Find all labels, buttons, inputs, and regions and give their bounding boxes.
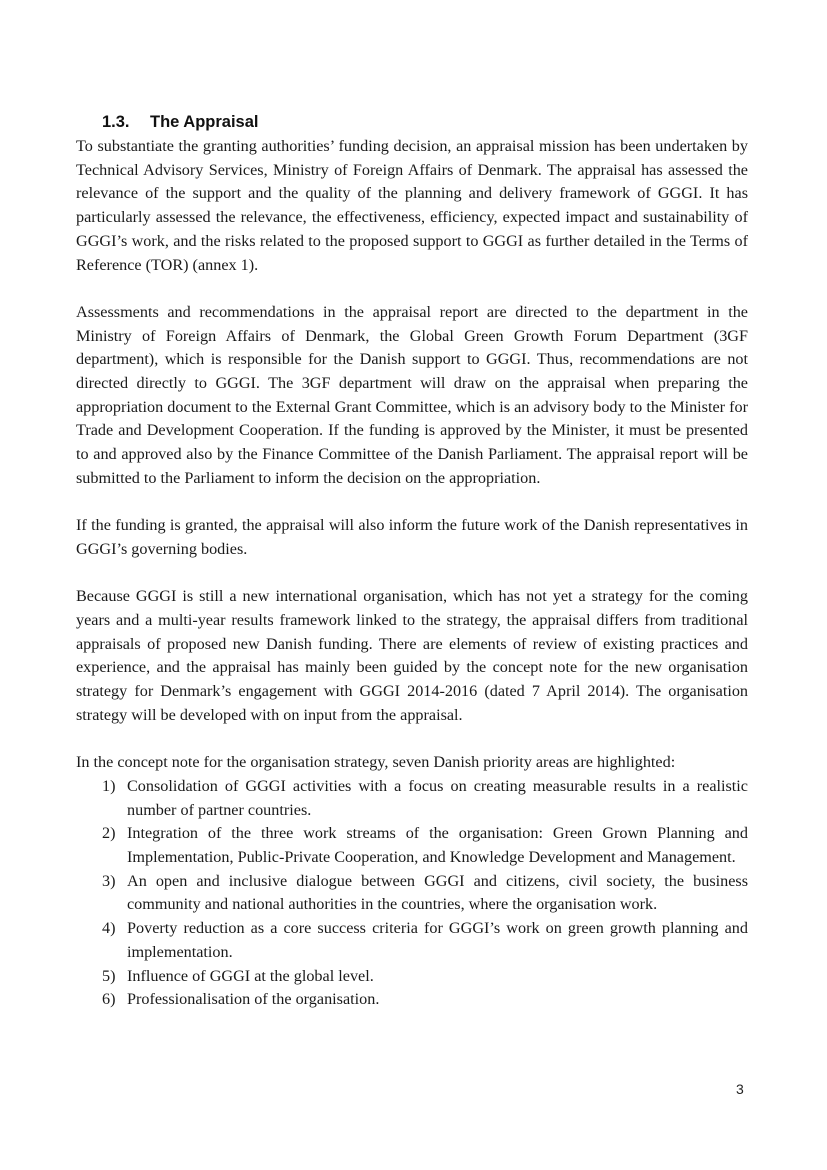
- paragraph-recommendations-scope: Assessments and recommendations in the appraisal report are directed to the department in the Ministry of Foreign Affairs of Denmark, the Global Green Growth Forum Department (3GF department), which is responsible for the Danish support to GGGI. Thus, recommendations are not directed directly to GGGI. The 3GF department will draw on the appraisal when preparing the appropriation document to the External Grant Committee, which is an advisory body to the Minister for Trade and Development Cooperation. If the funding is approved by the Minister, it must be presented to and approved also by the Finance Committee of the Danish Parliament. The appraisal report will be submitted to the Parliament to inform the decision on the appropriation.: [76, 302, 748, 487]
- priority-list-intro: In the concept note for the organisation strategy, seven Danish priority areas are highlighted:: [76, 753, 676, 772]
- priority-list: [76, 775, 748, 1012]
- page-number: 3: [736, 1081, 744, 1097]
- paragraph-appraisal-purpose: To substantiate the granting authorities’ funding decision, an appraisal mission has been undertaken by Technical Advisory Services, Ministry of Foreign Affairs of Denmark. The appraisal has assessed the relevance of the support and the quality of the planning and delivery framework of GGGI. It has particularly assessed the relevance, the effectiveness, efficiency, expected impact and sustainability of GGGI’s work, and the risks related to the proposed support to GGGI as further detailed in the Terms of Reference (TOR) (annex 1).: [76, 137, 748, 274]
- priority-marker: 2): [102, 824, 116, 843]
- priority-text: Professionalisation of the organisation.: [127, 990, 380, 1009]
- priority-text: An open and inclusive dialogue between GGGI and citizens, civil society, the business community and national authorities in the countries, where the organisation work.: [127, 871, 748, 914]
- priority-text: Influence of GGGI at the global level.: [127, 966, 374, 985]
- paragraph-funding-granted: If the funding is granted, the appraisal will also inform the future work of the Danish representatives in GGGI’s governing bodies.: [76, 516, 748, 558]
- priority-item: [76, 917, 748, 964]
- section-body: [76, 135, 748, 1012]
- section-number: 1.3.: [102, 113, 130, 131]
- priority-item: [76, 775, 748, 822]
- priority-text: Consolidation of GGGI activities with a focus on creating measurable results in a realistic number of partner countries.: [127, 776, 748, 819]
- section-heading: [102, 113, 259, 132]
- priority-marker: 1): [102, 776, 116, 795]
- paragraph-new-organisation: Because GGGI is still a new international organisation, which has not yet a strategy for the coming years and a multi-year results framework linked to the strategy, the appraisal differs from traditional appraisals of proposed new Danish funding. There are elements of review of existing practices and experience, and the appraisal has mainly been guided by the concept note for the new organisation strategy for Denmark’s engagement with GGGI 2014-2016 (dated 7 April 2014). The organisation strategy will be developed with on input from the appraisal.: [76, 587, 748, 724]
- priority-marker: 3): [102, 871, 116, 890]
- priority-text: Poverty reduction as a core success criteria for GGGI’s work on green growth planning and implementation.: [127, 919, 748, 961]
- priority-marker: 6): [102, 990, 116, 1009]
- priority-item: [76, 988, 748, 1012]
- priority-marker: 5): [102, 966, 116, 985]
- priority-item: [76, 870, 748, 917]
- priority-item: [76, 822, 748, 869]
- priority-text: Integration of the three work streams of the organisation: Green Grown Planning and Implementation, Public-Private Cooperation, and Knowledge Development and Management.: [127, 824, 748, 867]
- section-title: The Appraisal: [150, 113, 259, 131]
- priority-marker: 4): [102, 919, 116, 938]
- priority-item: [76, 965, 748, 989]
